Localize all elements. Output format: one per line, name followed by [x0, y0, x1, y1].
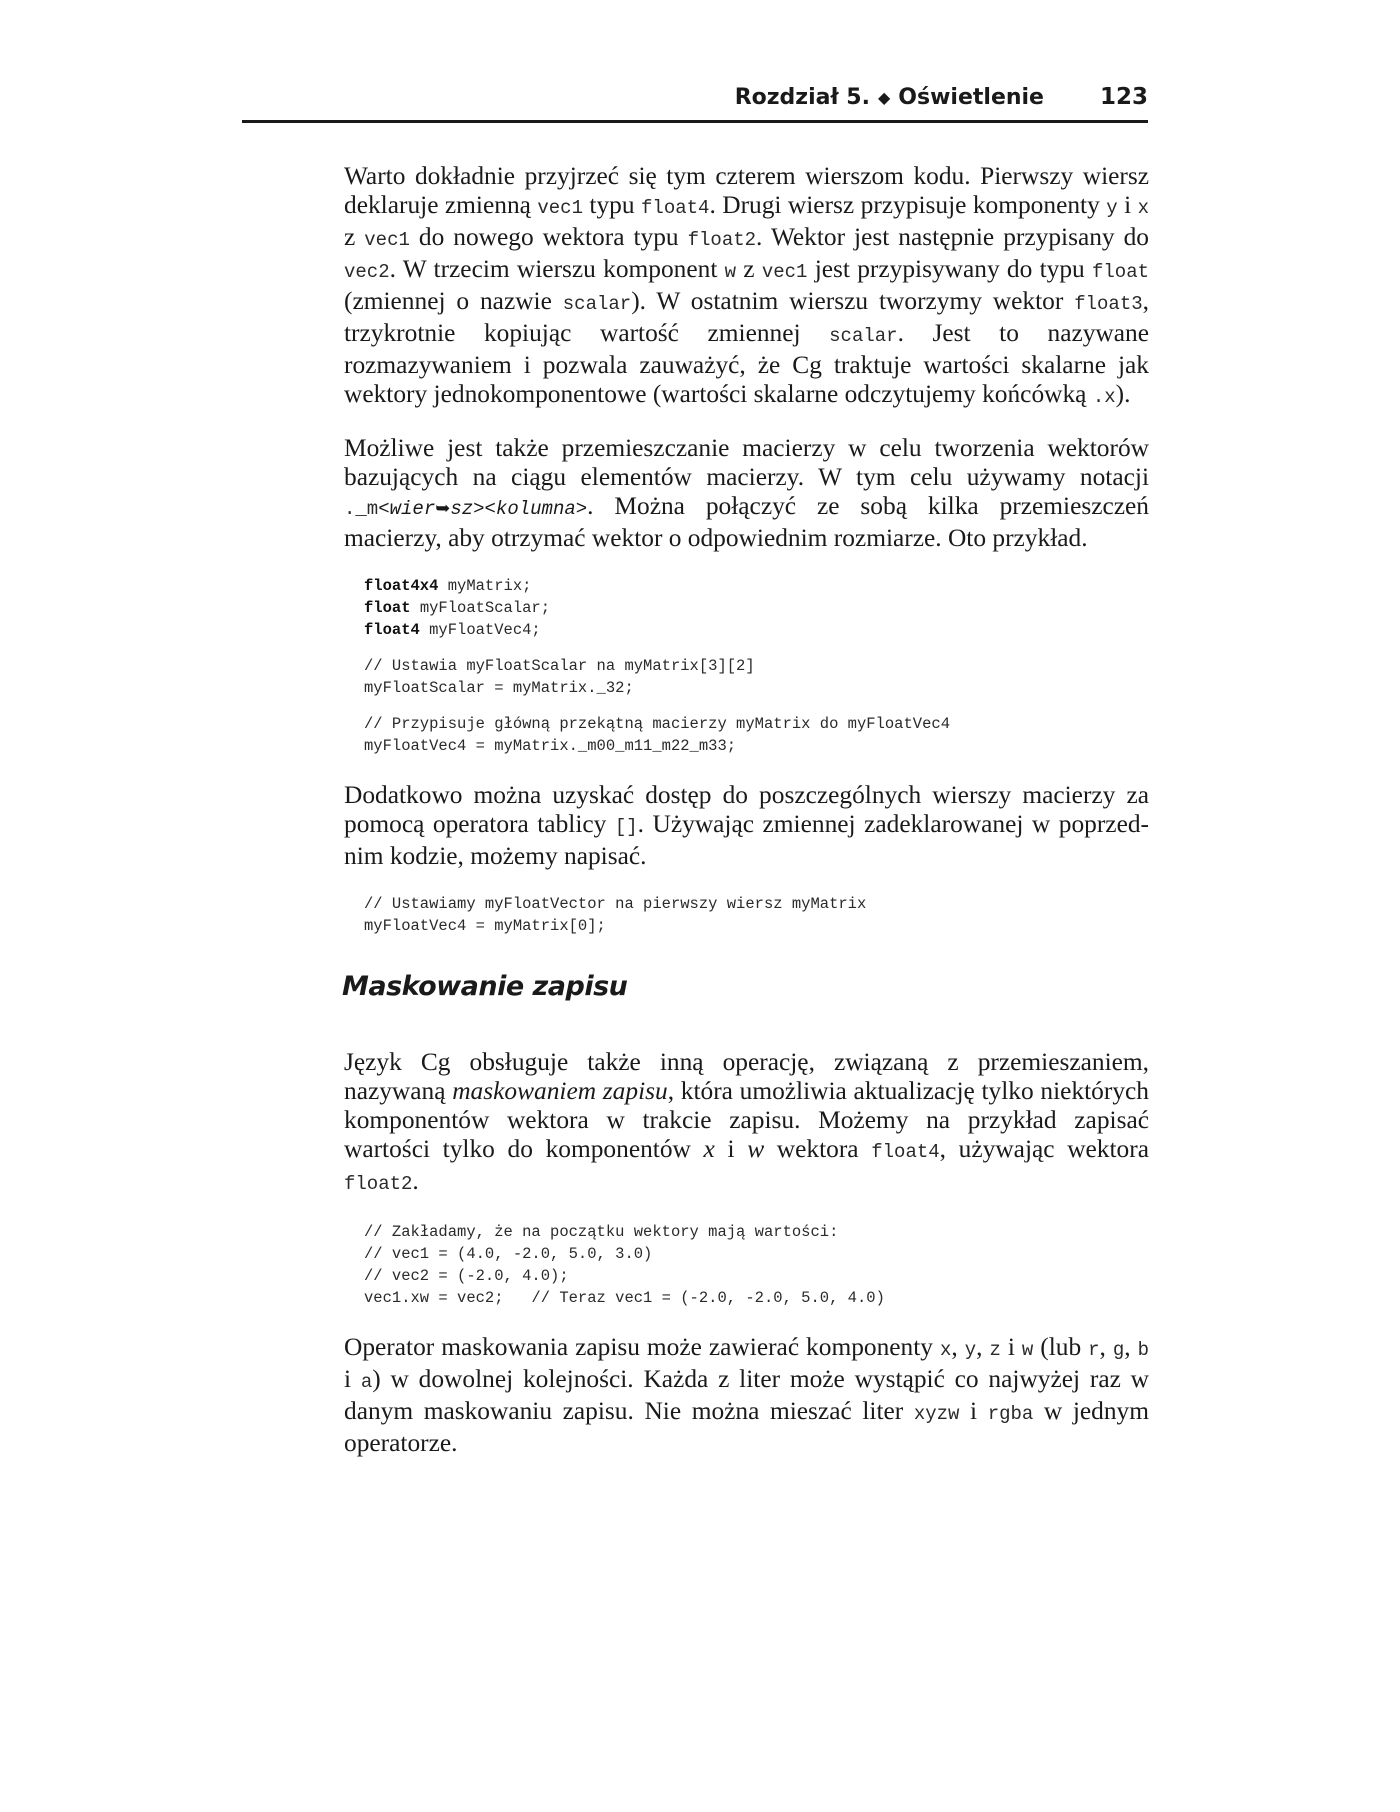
paragraph-write-mask: Język Cg obsługuje także inną operację, związaną z przemieszaniem, nazywaną maskowaniem zapisu, która umożliwia aktualizację tylko niektórych komponentów wektora w trakcie zapisu. Możemy na przykład zapisać wartości tylko do komponentów x i w wektora float4, używając wektora float2. [344, 1048, 1149, 1195]
paragraph-matrix-swizzle: Możliwe jest także przemieszczanie macierzy w celu tworzenia wektorów bazujących na ciągu elementów macierzy. W tym celu używamy notacji ._m<wier➥sz><kolumna>. Można połączyć ze sobą kilka przemieszczeń macierzy, aby otrzymać wektor o odpowiednim rozmiarze. Oto przykład. [344, 434, 1149, 552]
paragraph-mask-rules: Operator maskowania zapisu może zawierać komponenty x, y, z i w (lub r, g, b i a) w dowolnej kolejności. Każda z liter może wystąpić co najwyżej raz w danym maskowaniu zapisu. Nie można mieszać liter xyzw i rgba w jednym operatorze. [344, 1333, 1150, 1457]
code-line: myFloatVec4 = myMatrix[0]; [364, 917, 606, 935]
code-line: // Przypisuje główną przekątną macierzy myMatrix do myFloatVec4 [364, 715, 950, 733]
code-listing-write-mask [364, 1221, 1149, 1309]
code-line: // Ustawiamy myFloatVector na pierwszy wiersz myMatrix [364, 895, 867, 913]
page-body [344, 162, 1149, 1480]
code-line: // vec1 = (4.0, -2.0, 5.0, 3.0) [364, 1245, 653, 1263]
page-number: 123 [1099, 84, 1148, 110]
section-heading: Maskowanie zapisu [342, 971, 628, 1002]
code-line: // Zakładamy, że na początku wektory mają wartości: [364, 1223, 839, 1241]
code-line: // vec2 = (-2.0, 4.0); [364, 1267, 569, 1285]
paragraph-array-operator: Dodatkowo można uzyskać dostęp do poszczególnych wierszy macierzy za pomocą operatora tablicy []. Używając zmiennej zadeklarowanej w poprzednim kodzie, możemy napisać. [344, 781, 1149, 870]
paragraph-code-explanation: Warto dokładnie przyjrzeć się tym czterem wierszom kodu. Pierwszy wiersz deklaruje zmienną vec1 typu float4. Drugi wiersz przypisuje komponenty y i x z vec1 do nowego wektora typu float2. Wektor jest następnie przypisany do vec2. W trzecim wierszu komponent w z vec1 jest przypisywany do typu float (zmiennej o nazwie scalar). W ostatnim wierszu tworzymy wektor float3, trzykrotnie kopiując wartość zmiennej scalar. Jest to nazywane rozmazywaniem i pozwala zauważyć, że Cg traktuje wartości skalarne jak wektory jednokomponentowe (wartości skalarne odczytujemy końcówką .x). [344, 162, 1150, 408]
code-listing-matrix [364, 575, 1149, 757]
code-line: myFloatScalar = myMatrix._32; [364, 679, 634, 697]
code-line: float4 myFloatVec4; [364, 621, 541, 639]
code-line: vec1.xw = vec2; // Teraz vec1 = (-2.0, -2.0, 5.0, 4.0) [364, 1289, 885, 1307]
running-header [242, 84, 1148, 123]
line-continuation-icon: ➥ [435, 498, 451, 518]
code-line: myFloatVec4 = myMatrix._m00_m11_m22_m33; [364, 737, 737, 755]
header-chapter-title: Oświetlenie [898, 85, 1044, 110]
header-group [735, 84, 1148, 110]
header-chapter: Rozdział 5. [734, 85, 870, 110]
code-line: float myFloatScalar; [364, 599, 551, 617]
code-line: // Ustawia myFloatScalar na myMatrix[3][2] [364, 657, 755, 675]
code-line: float4x4 myMatrix; [364, 577, 532, 595]
code-listing-row-access [364, 893, 1149, 937]
diamond-icon: ◆ [877, 88, 891, 107]
